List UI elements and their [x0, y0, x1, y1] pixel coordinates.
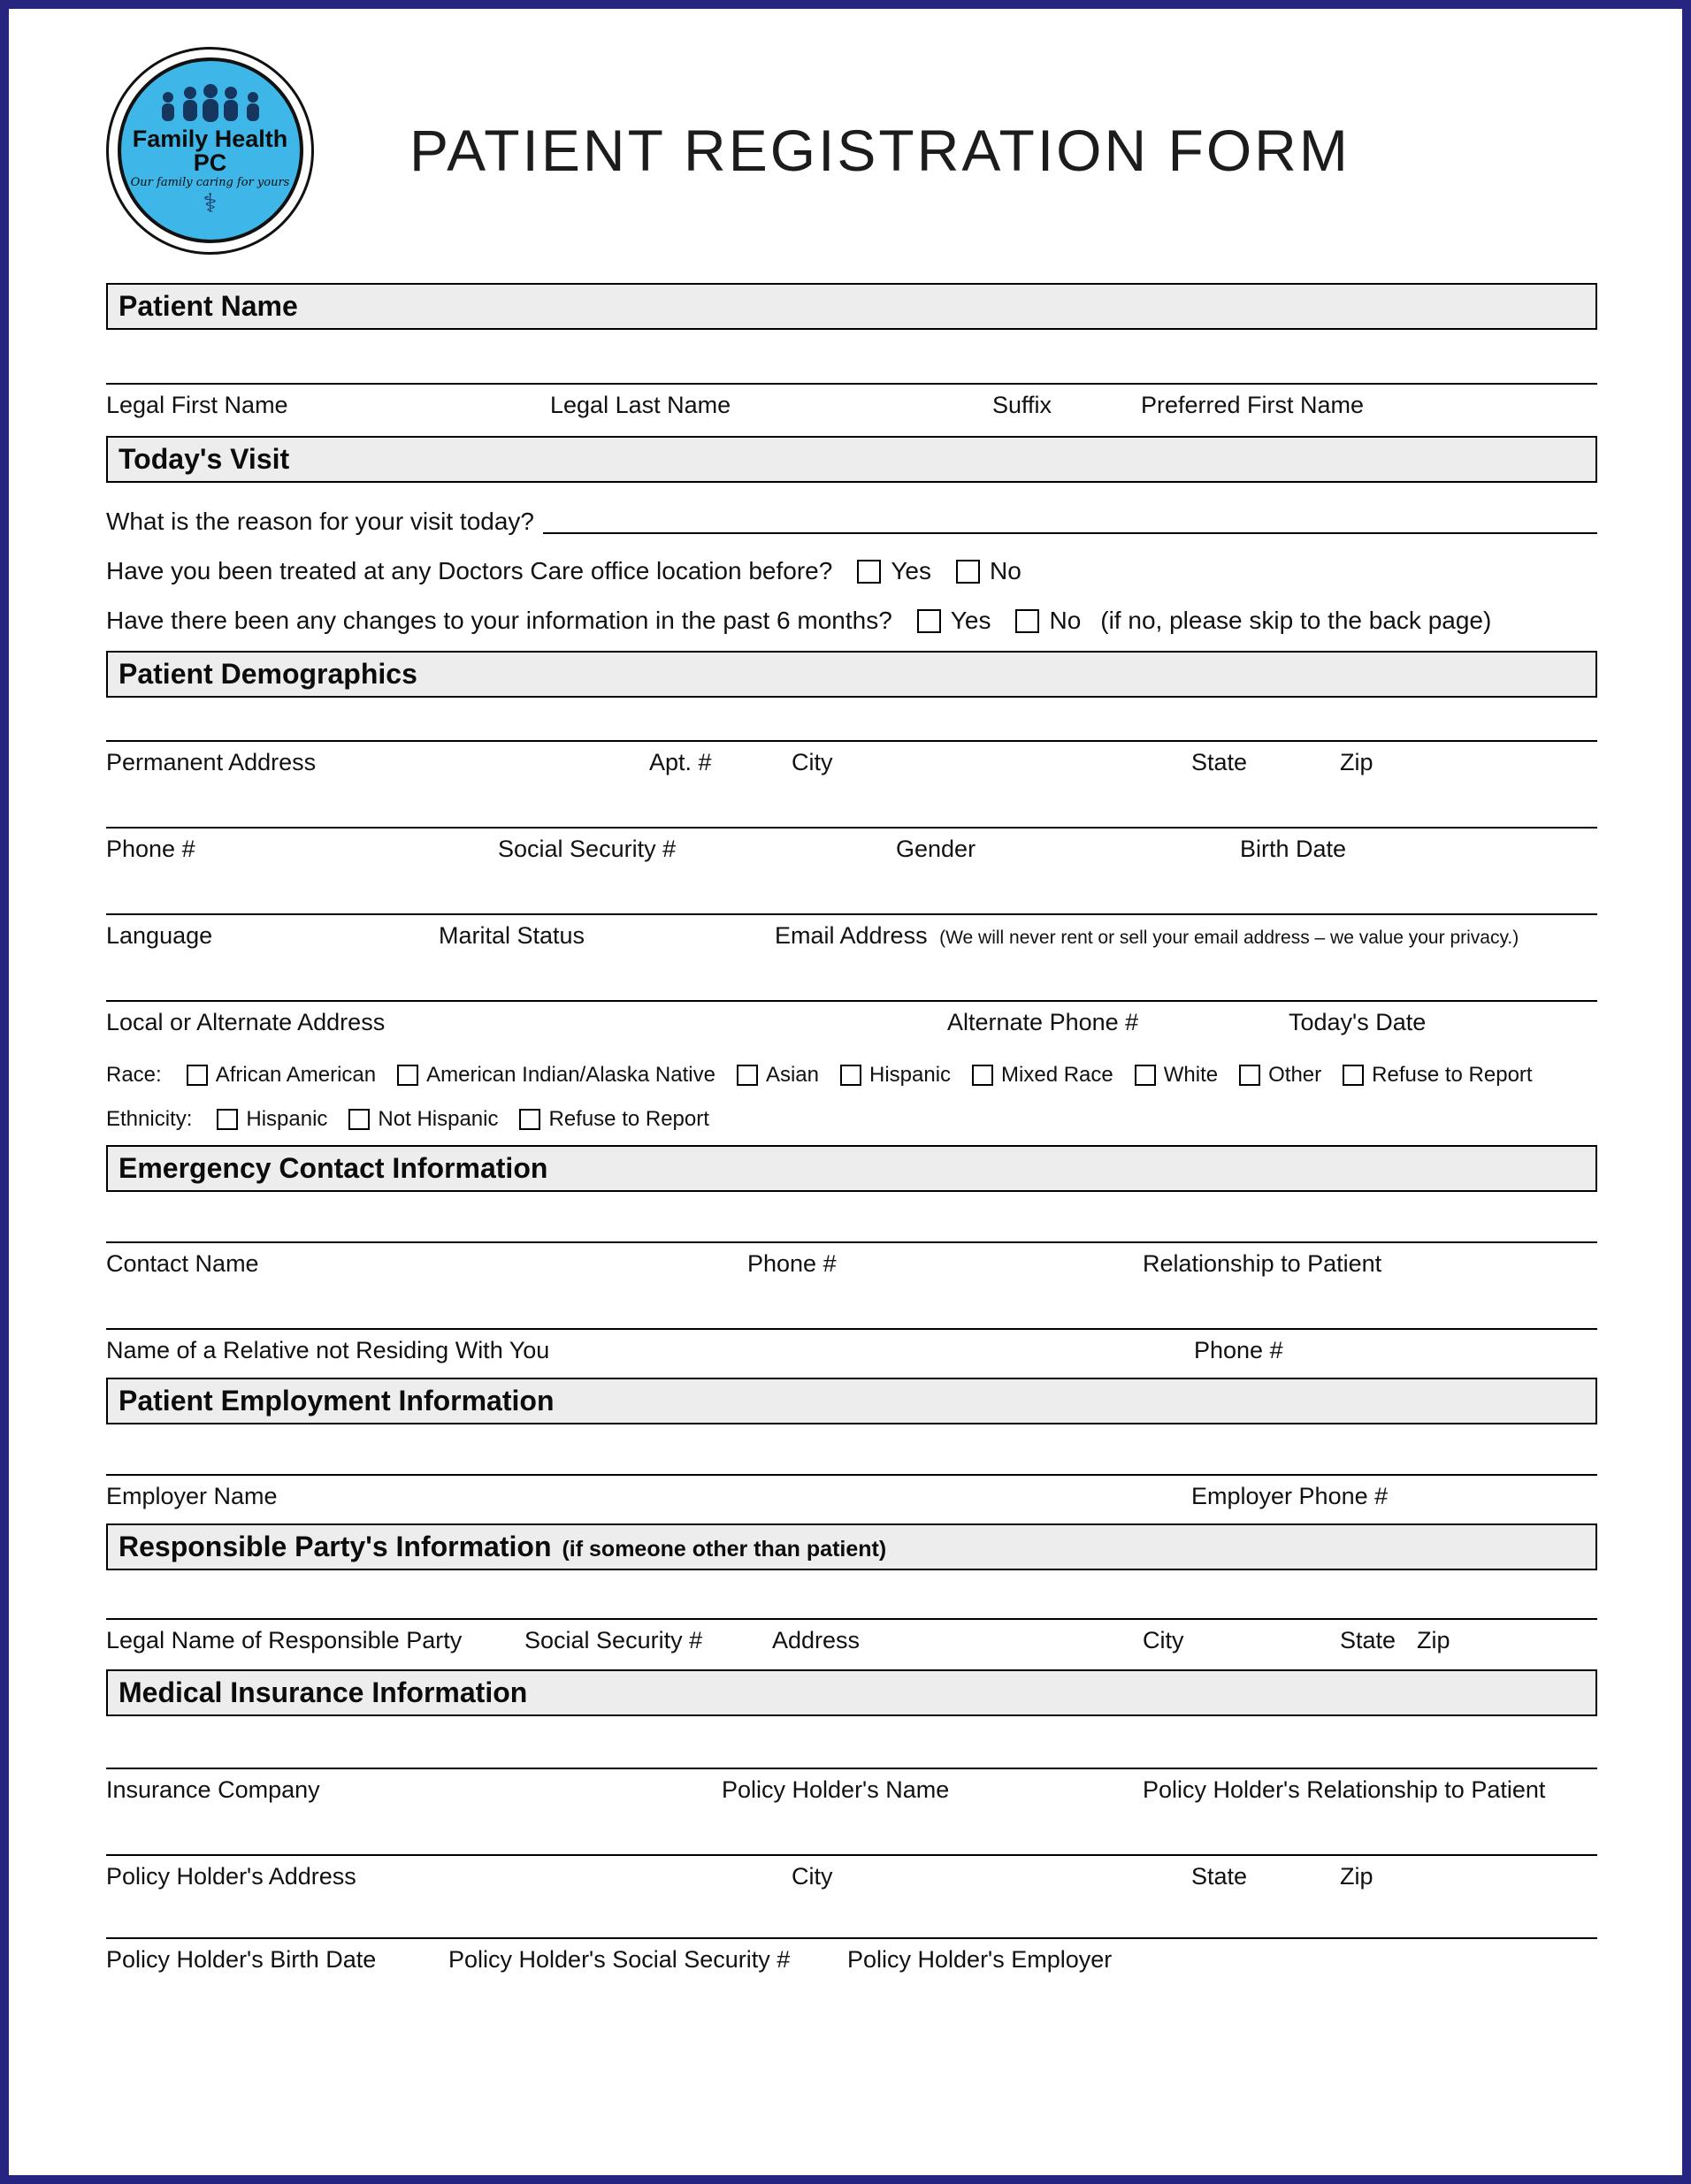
label-todays-date: Today's Date: [1289, 1009, 1427, 1035]
ethnicity-label: Ethnicity:: [106, 1107, 193, 1131]
label-policy-holder-ssn: Policy Holder's Social Security #: [448, 1946, 791, 1973]
section-title: Medical Insurance Information: [119, 1676, 528, 1708]
label-policy-holder-address: Policy Holder's Address: [106, 1863, 356, 1890]
emergency-row-2: [106, 1328, 1597, 1372]
section-title: Patient Name: [119, 290, 298, 322]
label-responsible-state: State: [1340, 1627, 1396, 1653]
question-reason-for-visit: What is the reason for your visit today?: [106, 508, 534, 535]
checkbox-changes-yes[interactable]: [917, 609, 941, 633]
label-marital-status: Marital Status: [439, 922, 585, 949]
form-masthead: [106, 44, 1597, 256]
section-title: Patient Employment Information: [119, 1385, 555, 1417]
label-responsible-zip: Zip: [1417, 1627, 1450, 1653]
label-race-african-american: African American: [215, 1063, 377, 1087]
employment-row-1: [106, 1474, 1597, 1518]
responsible-party-note: (if someone other than patient): [562, 1537, 887, 1562]
label-suffix: Suffix: [992, 392, 1052, 418]
label-race-mixed-race: Mixed Race: [1001, 1063, 1113, 1087]
label-alternate-address: Local or Alternate Address: [106, 1009, 386, 1035]
section-title: Emergency Contact Information: [119, 1152, 548, 1184]
label-state: State: [1191, 749, 1248, 775]
checkbox-treated-yes[interactable]: [857, 560, 881, 584]
reason-write-line[interactable]: [543, 532, 1597, 534]
insurance-row-3: [106, 1937, 1597, 1982]
insurance-labels-3: [106, 1939, 1597, 1982]
label-email-address: [775, 922, 1519, 950]
label-apt-number: Apt. #: [649, 749, 712, 775]
label-race-other: Other: [1268, 1063, 1322, 1087]
section-header-patient-demographics: [106, 651, 1597, 698]
label-race-refuse-to-report: Refuse to Report: [1372, 1063, 1533, 1087]
race-option: [972, 1063, 1113, 1088]
label-race-white: White: [1163, 1063, 1219, 1087]
email-privacy-note: (We will never rent or sell your email address – we value your privacy.): [939, 928, 1519, 948]
label-policy-holder-city: City: [792, 1863, 833, 1890]
emergency-labels-2: [106, 1330, 1597, 1372]
employment-labels-1: [106, 1476, 1597, 1518]
responsible-row-1: [106, 1618, 1597, 1662]
label-insurance-company: Insurance Company: [106, 1776, 320, 1803]
label-legal-first-name: Legal First Name: [106, 392, 288, 418]
checkbox-ethnicity-not-hispanic[interactable]: [348, 1109, 370, 1130]
label-email-text: Email Address: [775, 922, 928, 949]
ethnicity-option: [217, 1107, 327, 1132]
race-option: [1239, 1063, 1321, 1088]
checkbox-race-american-indian-alaska-native[interactable]: [397, 1065, 418, 1086]
race-option: [397, 1063, 715, 1088]
label-permanent-address: Permanent Address: [106, 749, 317, 775]
skip-to-back-note: (if no, please skip to the back page): [1100, 607, 1492, 634]
demographics-row-2: [106, 827, 1597, 871]
clinic-logo-disc: [118, 57, 303, 243]
label-zip: Zip: [1340, 749, 1373, 775]
ethnicity-option: [348, 1107, 498, 1132]
checkbox-race-hispanic[interactable]: [840, 1065, 861, 1086]
responsible-labels-1: [106, 1620, 1597, 1662]
caduceus-icon: ⚕: [203, 188, 218, 218]
insurance-labels-2: [106, 1856, 1597, 1898]
race-option: [1135, 1063, 1218, 1088]
emergency-labels-1: [106, 1243, 1597, 1286]
checkbox-race-african-american[interactable]: [187, 1065, 208, 1086]
label-treated-yes: Yes: [891, 557, 931, 584]
page-title: PATIENT REGISTRATION FORM: [409, 118, 1351, 183]
label-changes-yes: Yes: [950, 607, 991, 634]
insurance-row-1: [106, 1768, 1597, 1812]
section-header-patient-name: [106, 283, 1597, 330]
label-policy-holder-zip: Zip: [1340, 1863, 1373, 1890]
question-info-changes: Have there been any changes to your information in the past 6 months?: [106, 607, 892, 634]
label-relative-not-residing: Name of a Relative not Residing With You: [106, 1337, 550, 1363]
label-race-american-indian-alaska-native: American Indian/Alaska Native: [426, 1063, 715, 1087]
section-header-todays-visit: [106, 436, 1597, 483]
demographics-row-1: [106, 740, 1597, 784]
label-policy-holder-birth-date: Policy Holder's Birth Date: [106, 1946, 377, 1973]
label-phone: Phone #: [106, 836, 195, 862]
logo-tagline: Our family caring for yours: [130, 175, 290, 189]
demographics-labels-4: [106, 1002, 1597, 1044]
checkbox-race-mixed-race[interactable]: [972, 1065, 993, 1086]
checkbox-race-white[interactable]: [1135, 1065, 1156, 1086]
checkbox-race-other[interactable]: [1239, 1065, 1260, 1086]
question-treated-before: Have you been treated at any Doctors Care office location before?: [106, 557, 833, 584]
emergency-row-1: [106, 1241, 1597, 1286]
race-option: [840, 1063, 951, 1088]
label-contact-name: Contact Name: [106, 1250, 259, 1277]
label-race-hispanic: Hispanic: [868, 1063, 952, 1087]
demographics-row-4: [106, 1000, 1597, 1044]
section-header-emergency-contact: [106, 1145, 1597, 1192]
label-responsible-city: City: [1143, 1627, 1184, 1653]
label-employer-phone: Employer Phone #: [1191, 1483, 1389, 1509]
race-option: [1343, 1063, 1532, 1088]
section-header-responsible-party: [106, 1523, 1597, 1570]
checkbox-changes-no[interactable]: [1015, 609, 1039, 633]
reason-question-row: [106, 502, 1597, 536]
section-header-medical-insurance: [106, 1669, 1597, 1716]
label-gender: Gender: [896, 836, 976, 862]
label-changes-no: No: [1049, 607, 1082, 634]
label-treated-no: No: [990, 557, 1021, 584]
insurance-labels-1: [106, 1769, 1597, 1812]
label-employer-name: Employer Name: [106, 1483, 278, 1509]
demographics-row-3: [106, 913, 1597, 958]
label-social-security: Social Security #: [498, 836, 677, 862]
label-city: City: [792, 749, 833, 775]
race-option: [187, 1063, 376, 1088]
label-ethnicity-not-hispanic: Not Hispanic: [378, 1107, 499, 1131]
label-relationship-to-patient: Relationship to Patient: [1143, 1250, 1382, 1277]
label-relative-phone: Phone #: [1194, 1337, 1283, 1363]
label-birth-date: Birth Date: [1240, 836, 1347, 862]
demographics-labels-1: [106, 742, 1597, 784]
label-contact-phone: Phone #: [747, 1250, 837, 1277]
label-responsible-ssn: Social Security #: [524, 1627, 703, 1653]
label-policy-holder-state: State: [1191, 1863, 1248, 1890]
clinic-logo: [106, 47, 314, 255]
section-title: Responsible Party's Information: [119, 1531, 552, 1562]
changes-question-row: [106, 601, 1597, 635]
label-language: Language: [106, 922, 213, 949]
section-header-patient-employment: [106, 1378, 1597, 1424]
checkbox-ethnicity-hispanic[interactable]: [217, 1109, 238, 1130]
label-preferred-first-name: Preferred First Name: [1141, 392, 1365, 418]
patient-name-row: [106, 383, 1597, 427]
patient-name-labels: [106, 385, 1597, 427]
label-responsible-address: Address: [772, 1627, 861, 1653]
label-policy-holder-relationship: Policy Holder's Relationship to Patient: [1143, 1776, 1546, 1803]
checkbox-race-refuse-to-report[interactable]: [1343, 1065, 1364, 1086]
ethnicity-row: [106, 1103, 1597, 1136]
family-people-icon: [155, 84, 266, 125]
race-option: [737, 1063, 819, 1088]
logo-name: Family Health PC: [132, 125, 288, 176]
checkbox-race-asian[interactable]: [737, 1065, 758, 1086]
demographics-labels-3: [106, 915, 1597, 958]
race-label: Race:: [106, 1063, 162, 1087]
demographics-labels-2: [106, 829, 1597, 871]
label-race-asian: Asian: [765, 1063, 819, 1087]
label-ethnicity-hispanic: Hispanic: [246, 1107, 328, 1131]
section-title: Patient Demographics: [119, 658, 417, 690]
label-legal-last-name: Legal Last Name: [550, 392, 731, 418]
section-title: Today's Visit: [119, 443, 290, 475]
checkbox-ethnicity-refuse-to-report[interactable]: [519, 1109, 540, 1130]
label-policy-holder-name: Policy Holder's Name: [722, 1776, 950, 1803]
checkbox-treated-no[interactable]: [956, 560, 980, 584]
label-alternate-phone: Alternate Phone #: [947, 1009, 1139, 1035]
label-responsible-party-name: Legal Name of Responsible Party: [106, 1627, 463, 1653]
ethnicity-option: [519, 1107, 708, 1132]
insurance-row-2: [106, 1854, 1597, 1898]
label-ethnicity-refuse-to-report: Refuse to Report: [548, 1107, 709, 1131]
label-policy-holder-employer: Policy Holder's Employer: [847, 1946, 1113, 1973]
treated-question-row: [106, 552, 1597, 585]
race-row: [106, 1058, 1597, 1092]
